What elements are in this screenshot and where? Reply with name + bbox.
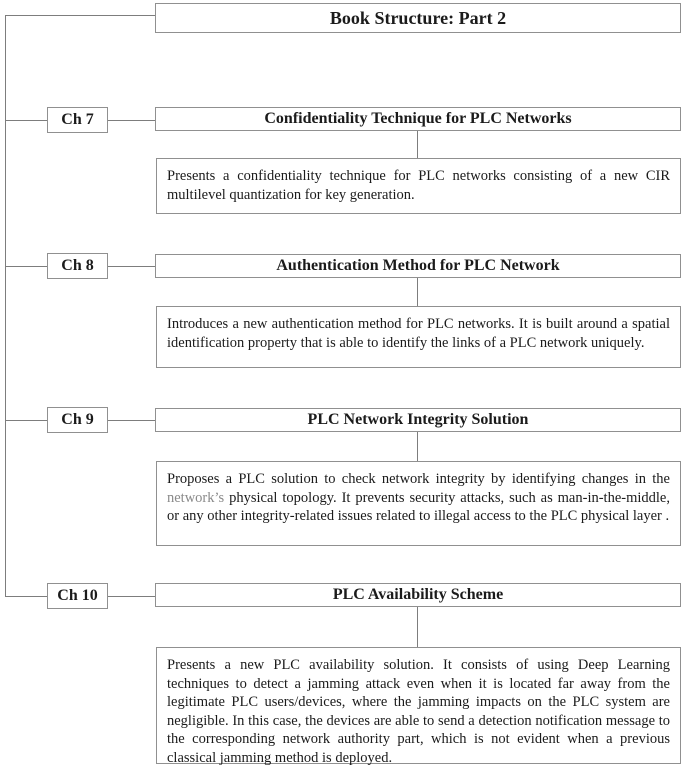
chapter-title-box-ch10 xyxy=(155,583,681,607)
chapter-badge-label: Ch 9 xyxy=(61,411,94,428)
chapter-description-box-ch9 xyxy=(156,461,681,546)
chapter-badge-ch10 xyxy=(47,583,108,609)
chapter-title-box-ch8 xyxy=(155,254,681,278)
chapter-title-label: PLC Availability Scheme xyxy=(332,586,504,603)
chapter-badge-ch7 xyxy=(47,107,108,133)
chapter-badge-label: Ch 10 xyxy=(57,587,98,604)
chapter-badge-label: Ch 7 xyxy=(61,111,94,128)
chapter-description-text-prefix: Proposes a PLC solution to check network integrity by identifying changes in the xyxy=(167,471,670,487)
chapter-description-text-suffix: physical topology. It prevents security attacks, such as man-in-the-middle, or any other integrity-related issues related to illegal access to the PLC physical layer . xyxy=(167,489,670,524)
diagram-title-box xyxy=(155,3,681,33)
title-connector-line xyxy=(5,15,155,16)
ch9-desc-connector-line xyxy=(417,432,418,461)
chapter-badge-ch8 xyxy=(47,253,108,279)
chapter-description-box-ch8 xyxy=(156,306,681,368)
ch8-desc-connector-line xyxy=(417,278,418,306)
chapter-description-text: Presents a new PLC availability solution. It consists of using Deep Learning techniques to detect a jamming attack even when it is located far away from the legitimate PLC users/devices, where the jamming impacts on the PLC system are negligible. In this case, the devices are able to send a detection notification message to the corresponding network authority part, which is not evident when a previous classical jamming method is deployed. xyxy=(167,657,670,765)
chapter-badge-ch9 xyxy=(47,407,108,433)
chapter-description-gray-word: network’s xyxy=(167,489,225,506)
chapter-description-text: Presents a confidentiality technique for PLC networks consisting of a new CIR multilevel quantization for key generation. xyxy=(167,168,670,203)
ch10-desc-connector-line xyxy=(417,607,418,647)
ch7-desc-connector-line xyxy=(417,131,418,158)
chapter-title-label: PLC Network Integrity Solution xyxy=(307,411,529,428)
chapter-badge-label: Ch 8 xyxy=(61,257,94,274)
spine-line xyxy=(5,15,6,596)
chapter-description-box-ch7 xyxy=(156,158,681,214)
chapter-title-box-ch7 xyxy=(155,107,681,131)
diagram-title: Book Structure: Part 2 xyxy=(329,7,507,28)
chapter-title-label: Authentication Method for PLC Network xyxy=(276,257,560,274)
chapter-title-label: Confidentiality Technique for PLC Networks xyxy=(264,110,572,127)
chapter-description-text: Introduces a new authentication method for PLC networks. It is built around a spatial identification property that is able to identify the links of a PLC network uniquely. xyxy=(167,316,670,351)
chapter-title-box-ch9 xyxy=(155,408,681,432)
chapter-description-box-ch10 xyxy=(156,647,681,764)
